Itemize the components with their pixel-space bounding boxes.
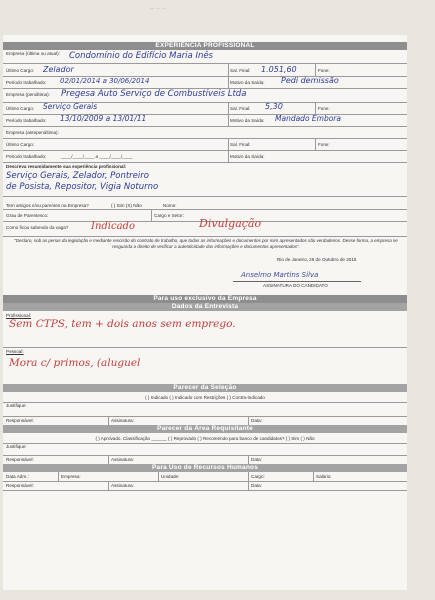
hr-date-label: Data: [251,483,262,488]
exit-reason1-label: Motivo da Saída: [230,80,265,85]
exit-reason2-value: Mandado Embora [275,114,341,123]
selection-options: ( ) Indicado ( ) Indicado com Restrições ( ) Contra-Indicado [145,395,265,400]
how-value-2: Divulgação [199,217,262,230]
phone3-label: Fone: [318,142,330,147]
job1-row [3,63,407,77]
area-justify-label: Justifique: [6,444,27,449]
exit-reason1-value: Pedi demissão [281,76,339,85]
selection-responsible-label: Responsável: [6,418,34,423]
period2-value: 13/10/2009 a 13/01/11 [60,114,147,123]
professional-label: Profissional: [6,313,32,318]
period1-value: 02/01/2014 a 30/06/2014 [60,77,150,85]
hr-sign-row [3,481,407,491]
company2-label: Empresa (penúltima): [6,92,50,97]
friends-yes-no: ( ) Sim (X) Não [111,203,142,208]
hr-responsible-label: Responsável: [6,483,34,488]
place-date: Rio de Janeiro, 26 de Outubro de 2015 [277,257,357,262]
company2-value: Pregesa Auto Serviço de Combustíveis Ltda [61,89,247,99]
describe-label: Descreva resumidamente sua experiência profissional: [6,164,127,169]
company-use-header: Para uso exclusivo da Empresa [3,295,407,303]
exit-reason3-label: Motivo da Saída: [230,154,265,159]
salary-final-value: 1.051,60 [261,65,297,74]
professional-value: Sem CTPS, tem + dois anos sem emprego. [9,318,236,330]
period3-blank: ____/____/____ a ____/____/____ [61,154,133,159]
how-label: Como ficou sabendo da vaga? [6,225,69,230]
personal-label: Pessoal: [6,349,24,354]
experience-header: EXPERIÊNCIA PROFISSIONAL [3,42,407,50]
describe-row [3,162,407,197]
hr-salary-label: Salário: [316,474,332,479]
job2-value: Serviço Gerais [43,102,98,111]
company1-label: Empresa (última ou atual): [6,51,60,56]
salary2-label: Sal. Final: [230,106,251,111]
describe-line2: de Posista, Repositor, Vigia Noturno [6,182,159,192]
company1-row [3,50,407,64]
period2-label: Período trabalhado: [6,118,47,123]
area-header: Parecer da Área Requisitante [3,425,407,433]
form-page [3,35,407,590]
hr-admission-label: Data Adm.: [6,474,29,479]
company1-value: Condomínio do Edifício Maria Inês [69,51,213,61]
area-date-label: Data: [251,457,262,462]
company2-row [3,88,407,103]
friends-label: Tem amigos e/ou parentes na Empresa? [6,203,89,208]
how-value: Indicado [91,221,135,232]
candidate-signature: Anselmo Martins Silva [241,271,319,279]
professional-box [3,311,407,348]
last-job-label: Último Cargo: [6,68,35,73]
last-job3-label: Último Cargo: [6,142,35,147]
relation-label: Grau de Parentesco: [6,213,49,218]
how-row [3,217,407,237]
selection-justify-label: Justifique: [6,403,27,408]
hr-signature-label: Assinatura: [111,483,134,488]
signature-label: ASSINATURA DO CANDIDATO [263,283,328,288]
friends-row [3,196,407,207]
sector-label: Cargo e Setor: [154,213,184,218]
phone-label: Fone: [318,68,330,73]
last-job2-label: Último Cargo: [6,106,35,111]
name-label: Nome: [163,203,177,208]
personal-box [3,347,407,385]
selection-justify-row [3,402,407,417]
area-signature-label: Assinatura: [111,457,134,462]
selection-header: Parecer da Seleção [3,384,407,392]
salary-final-label: Sal. Final: [230,68,251,73]
phone2-label: Fone: [318,106,330,111]
salary3-label: Sal. Final: [230,142,251,147]
last-job-value: Zelador [43,65,74,74]
selection-signature-label: Assinatura: [111,418,134,423]
hr-unit-label: Unidade: [161,474,180,479]
hr-header: Para Uso de Recursos Humanos [3,464,407,472]
personal-value: Mora c/ primos, (aluguel [9,357,141,369]
salary2-value: 5,30 [265,102,283,111]
exit-reason2-label: Motivo da Saída: [230,118,265,123]
period3-label: Período trabalhado: [6,154,47,159]
selection-date-label: Data: [251,418,262,423]
company3-label: Empresa (antepenúltima): [6,130,59,135]
declaration-text: "Declaro, sob as penas da legislação e mediante rescisão do contrato de trabalho, que todas as informações e documentos por mim apresentados são verdadeiros. Desse forma, a empresa se resguarda o direito de verificar a autenticidade das informações e documentos apresentados". [14,238,398,249]
hr-job-label: Cargo: [251,474,265,479]
describe-line1: Serviço Gerais, Zelador, Pontreiro [6,171,149,181]
interview-header: Dados da Entrevista [3,303,407,311]
faded-header-text: ~ ~ ~ [150,6,167,13]
period1-label: Período trabalhado: [6,80,47,85]
area-options: ( ) Aprovado. Classificação ______ ( ) Reprovado ( ) Recomendo para banco de candidatos? ( ) Sim ( ) Não [95,436,315,441]
area-responsible-label: Responsável: [6,457,34,462]
hr-company-label: Empresa: [61,474,81,479]
